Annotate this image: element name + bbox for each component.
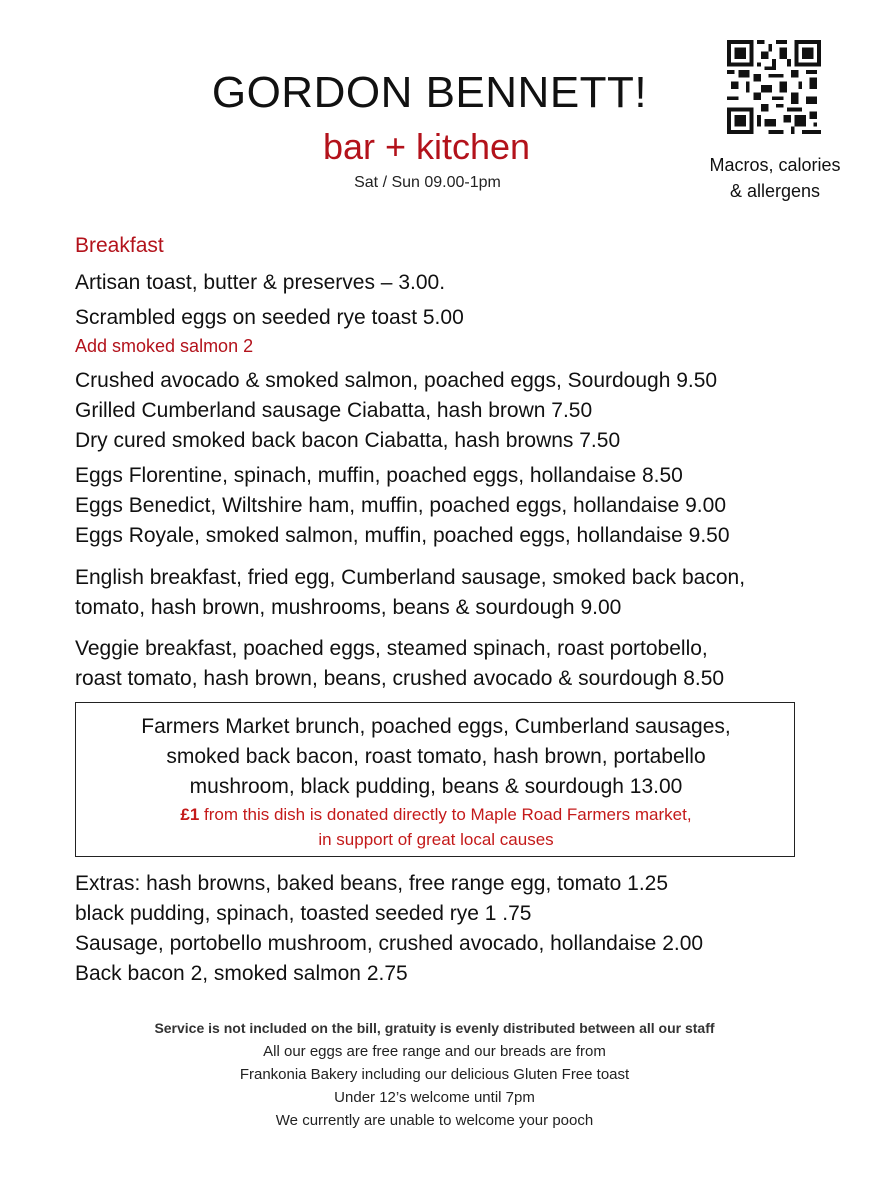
donation-note-text: from this dish is donated directly to Maple Road Farmers market, — [199, 805, 692, 824]
menu-item: English breakfast, fried egg, Cumberland sausage, smoked back bacon, — [75, 566, 746, 589]
qr-code-icon[interactable] — [724, 40, 824, 134]
restaurant-subtitle: bar + kitchen — [322, 126, 531, 167]
opening-hours: Sat / Sun 09.00-1pm — [354, 174, 501, 191]
menu-item: roast tomato, hash brown, beans, crushed avocado & sourdough 8.50 — [75, 667, 725, 690]
extras-line: black pudding, spinach, toasted seeded rye 1 .75 — [75, 902, 532, 925]
brunch-line-2: smoked back bacon, roast tomato, hash brown, portabello — [166, 745, 706, 768]
footer-line: All our eggs are free range and our breads are from — [263, 1043, 606, 1060]
service-note: Service is not included on the bill, gratuity is evenly distributed between all our staff — [154, 1020, 715, 1036]
qr-caption — [690, 152, 860, 204]
donation-note — [76, 805, 796, 825]
menu-item: Veggie breakfast, poached eggs, steamed spinach, roast portobello, — [75, 637, 708, 660]
menu-item: Eggs Benedict, Wiltshire ham, muffin, poached eggs, hollandaise 9.00 — [75, 494, 726, 517]
farmers-market-brunch-box — [75, 702, 795, 857]
donation-amount: £1 — [180, 805, 200, 824]
donation-note-line-2: in support of great local causes — [318, 830, 554, 849]
menu-item: Grilled Cumberland sausage Ciabatta, hash brown 7.50 — [75, 399, 593, 422]
footer-line: Frankonia Bakery including our delicious Gluten Free toast — [239, 1066, 630, 1083]
brunch-line-3: mushroom, black pudding, beans & sourdough 13.00 — [189, 775, 683, 798]
footer-line: We currently are unable to welcome your pooch — [275, 1112, 594, 1129]
section-title-breakfast: Breakfast — [75, 234, 164, 257]
footer-line: Under 12’s welcome until 7pm — [334, 1089, 535, 1106]
menu-item: Eggs Royale, smoked salmon, muffin, poached eggs, hollandaise 9.50 — [75, 524, 730, 547]
restaurant-title: GORDON BENNETT! — [211, 68, 648, 117]
menu-item: Artisan toast, butter & preserves – 3.00. — [75, 271, 446, 294]
menu-item: Eggs Florentine, spinach, muffin, poached eggs, hollandaise 8.50 — [75, 464, 683, 487]
extras-line: Extras: hash browns, baked beans, free range egg, tomato 1.25 — [75, 872, 669, 895]
menu-item: tomato, hash brown, mushrooms, beans & sourdough 9.00 — [75, 596, 622, 619]
extras-line: Sausage, portobello mushroom, crushed avocado, hollandaise 2.00 — [75, 932, 704, 955]
qr-caption-line-1: Macros, calories — [709, 155, 841, 175]
menu-item: Dry cured smoked back bacon Ciabatta, hash browns 7.50 — [75, 429, 621, 452]
brunch-line-1: Farmers Market brunch, poached eggs, Cumberland sausages, — [141, 715, 731, 738]
menu-item: Scrambled eggs on seeded rye toast 5.00 — [75, 306, 464, 329]
menu-item: Crushed avocado & smoked salmon, poached eggs, Sourdough 9.50 — [75, 369, 718, 392]
menu-item-addon: Add smoked salmon 2 — [75, 336, 254, 356]
qr-caption-line-2: & allergens — [729, 181, 821, 201]
extras-line: Back bacon 2, smoked salmon 2.75 — [75, 962, 408, 985]
